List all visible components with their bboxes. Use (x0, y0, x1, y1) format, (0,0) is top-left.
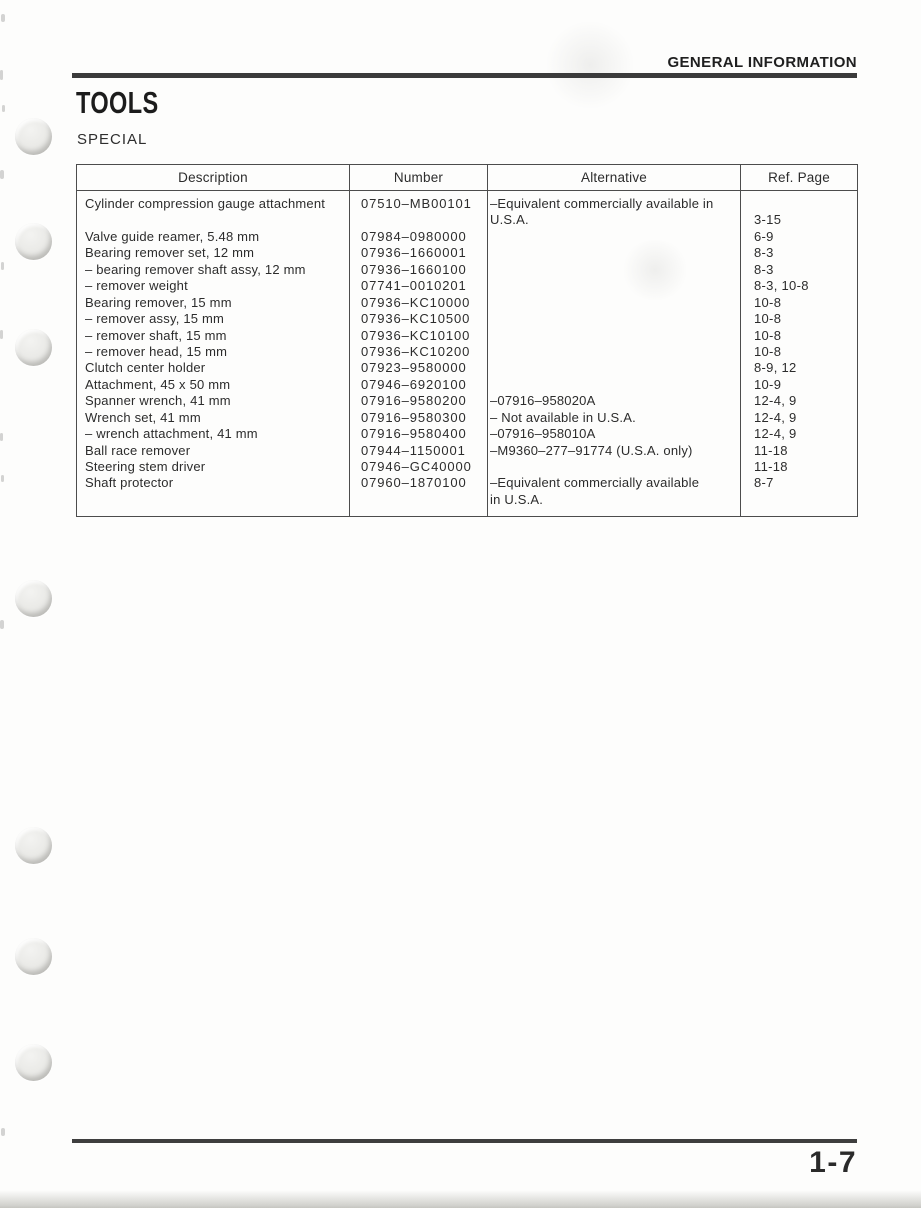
scan-edge-mark (0, 330, 3, 339)
table-cell-line: 8-7 (754, 475, 774, 491)
table-cell-line: 12-4, 9 (754, 393, 797, 409)
table-cell-line: 07916–9580200 (361, 393, 467, 409)
table-cell-line (488, 278, 740, 294)
table-cell-line: Shaft protector (85, 475, 174, 491)
table-cell-line: Spanner wrench, 41 mm (85, 393, 231, 409)
table-cell-line: 12-4, 9 (754, 409, 797, 425)
table-cell-line (350, 492, 487, 508)
table-cell-line: 07936–1660100 (361, 261, 467, 277)
table-cell-line: 10-8 (754, 311, 782, 327)
table-cell-line: –Equivalent commercially available in (490, 196, 714, 211)
table-cell-line: 8-3, 10-8 (754, 278, 809, 294)
table-cell-line (741, 196, 857, 212)
binder-hole (15, 223, 52, 260)
table-cell-line: in U.S.A. (490, 491, 544, 507)
table-cell-line: 07923–9580000 (361, 360, 467, 376)
table-cell-line (77, 212, 349, 228)
page-subtitle: SPECIAL (77, 131, 148, 148)
table-cell-line: 07936–1660001 (361, 245, 467, 261)
column-header-alternative: Alternative (488, 165, 741, 190)
table-cell-line: Steering stem driver (85, 459, 206, 474)
table-cell-line: Ball race remover (85, 442, 191, 458)
table-cell-line: –07916–958020A (490, 393, 596, 409)
scan-edge-mark (0, 620, 4, 629)
table-cell-line (488, 245, 740, 261)
section-header: GENERAL INFORMATION (667, 54, 857, 71)
table-cell-line: 10-8 (754, 327, 782, 343)
scan-edge-mark (0, 70, 3, 80)
table-header-row (77, 165, 857, 191)
table-body (77, 191, 857, 516)
table-cell-line: Clutch center holder (85, 360, 206, 376)
binder-hole (15, 827, 52, 864)
table-cell-line: –M9360–277–91774 (U.S.A. only) (490, 442, 693, 458)
column-header-number: Number (350, 165, 488, 190)
table-cell-line: – remover weight (85, 278, 188, 294)
scan-bottom-edge (0, 1190, 921, 1208)
table-cell-line: 6-9 (754, 228, 774, 244)
scan-edge-mark (0, 433, 3, 441)
table-cell-line: 07916–9580400 (361, 426, 467, 442)
scan-edge-mark (1, 475, 4, 482)
table-cell-line: 12-4, 9 (754, 426, 797, 442)
header-rule (72, 73, 857, 78)
table-cell-line: 07936–KC10200 (361, 343, 471, 359)
binder-hole (15, 118, 52, 155)
table-cell-line (488, 295, 740, 311)
table-cell-line: Valve guide reamer, 5.48 mm (85, 228, 260, 244)
table-cell-line: U.S.A. (490, 212, 529, 228)
table-cell-line (488, 377, 740, 393)
table-column-number (350, 191, 488, 516)
table-cell-line: 07936–KC10500 (361, 311, 471, 327)
table-cell-line: 11-18 (754, 459, 788, 474)
table-cell-line: 07741–0010201 (361, 278, 467, 294)
table-cell-line: 07936–KC10000 (361, 294, 471, 310)
table-cell-line (741, 492, 857, 508)
table-column-description (77, 191, 350, 516)
special-tools-table (76, 164, 858, 517)
table-cell-line: Wrench set, 41 mm (85, 409, 201, 425)
table-cell-line: 07946–6920100 (361, 376, 467, 392)
table-cell-line: – bearing remover shaft assy, 12 mm (85, 261, 306, 277)
table-cell-line: 8-3 (754, 261, 774, 277)
table-cell-line: 07510–MB00101 (361, 196, 472, 211)
table-cell-line: Cylinder compression gauge attachment (85, 196, 326, 211)
table-cell-line: – Not available in U.S.A. (490, 409, 636, 425)
scan-edge-mark (1, 1128, 5, 1136)
table-cell-line: – remover shaft, 15 mm (85, 327, 227, 343)
table-cell-line: –07916–958010A (490, 426, 596, 442)
table-cell-line: Bearing remover, 15 mm (85, 294, 232, 310)
table-cell-line (77, 492, 349, 508)
table-cell-line (488, 262, 740, 278)
table-cell-line: Bearing remover set, 12 mm (85, 245, 255, 261)
table-cell-line (488, 344, 740, 360)
table-cell-line (488, 360, 740, 376)
table-cell-line: 10-9 (754, 376, 782, 392)
binder-hole (15, 938, 52, 975)
table-cell-line: 10-8 (754, 294, 782, 310)
table-cell-line: 8-9, 12 (754, 360, 797, 376)
column-header-description: Description (77, 165, 350, 190)
table-cell-line: 07916–9580300 (361, 409, 467, 425)
scan-edge-mark (2, 105, 5, 112)
table-cell-line: 07936–KC10100 (361, 327, 471, 343)
table-column-alternative (488, 191, 741, 516)
table-cell-line (488, 229, 740, 245)
table-cell-line: – remover head, 15 mm (85, 343, 228, 359)
binder-hole (15, 1044, 52, 1081)
table-cell-line: 10-8 (754, 343, 782, 359)
table-cell-line: –Equivalent commercially available (490, 475, 700, 491)
table-cell-line (488, 459, 740, 475)
scan-edge-mark (1, 14, 5, 22)
table-cell-line: 07960–1870100 (361, 475, 467, 491)
page-title: TOOLS (76, 85, 159, 120)
binder-hole (15, 580, 52, 617)
table-cell-line (488, 311, 740, 327)
binder-hole (15, 329, 52, 366)
scan-edge-mark (1, 262, 4, 270)
table-cell-line (488, 328, 740, 344)
table-column-ref-page (741, 191, 857, 516)
scan-edge-mark (0, 170, 4, 179)
table-cell-line: – wrench attachment, 41 mm (85, 426, 258, 442)
scan-smudge (545, 20, 635, 110)
table-cell-line: – remover assy, 15 mm (85, 311, 225, 327)
footer-rule (72, 1139, 857, 1143)
table-cell-line: 07944–1150001 (361, 442, 466, 458)
table-cell-line: 07984–0980000 (361, 228, 467, 244)
table-cell-line: 8-3 (754, 245, 774, 261)
page-number: 1-7 (809, 1146, 857, 1179)
table-cell-line: Attachment, 45 x 50 mm (85, 376, 231, 392)
column-header-ref-page: Ref. Page (768, 170, 830, 185)
table-cell-line: 11-18 (754, 442, 788, 458)
table-cell-line (350, 212, 487, 228)
table-cell-line: 3-15 (754, 212, 782, 228)
table-cell-line: 07946–GC40000 (361, 459, 472, 474)
